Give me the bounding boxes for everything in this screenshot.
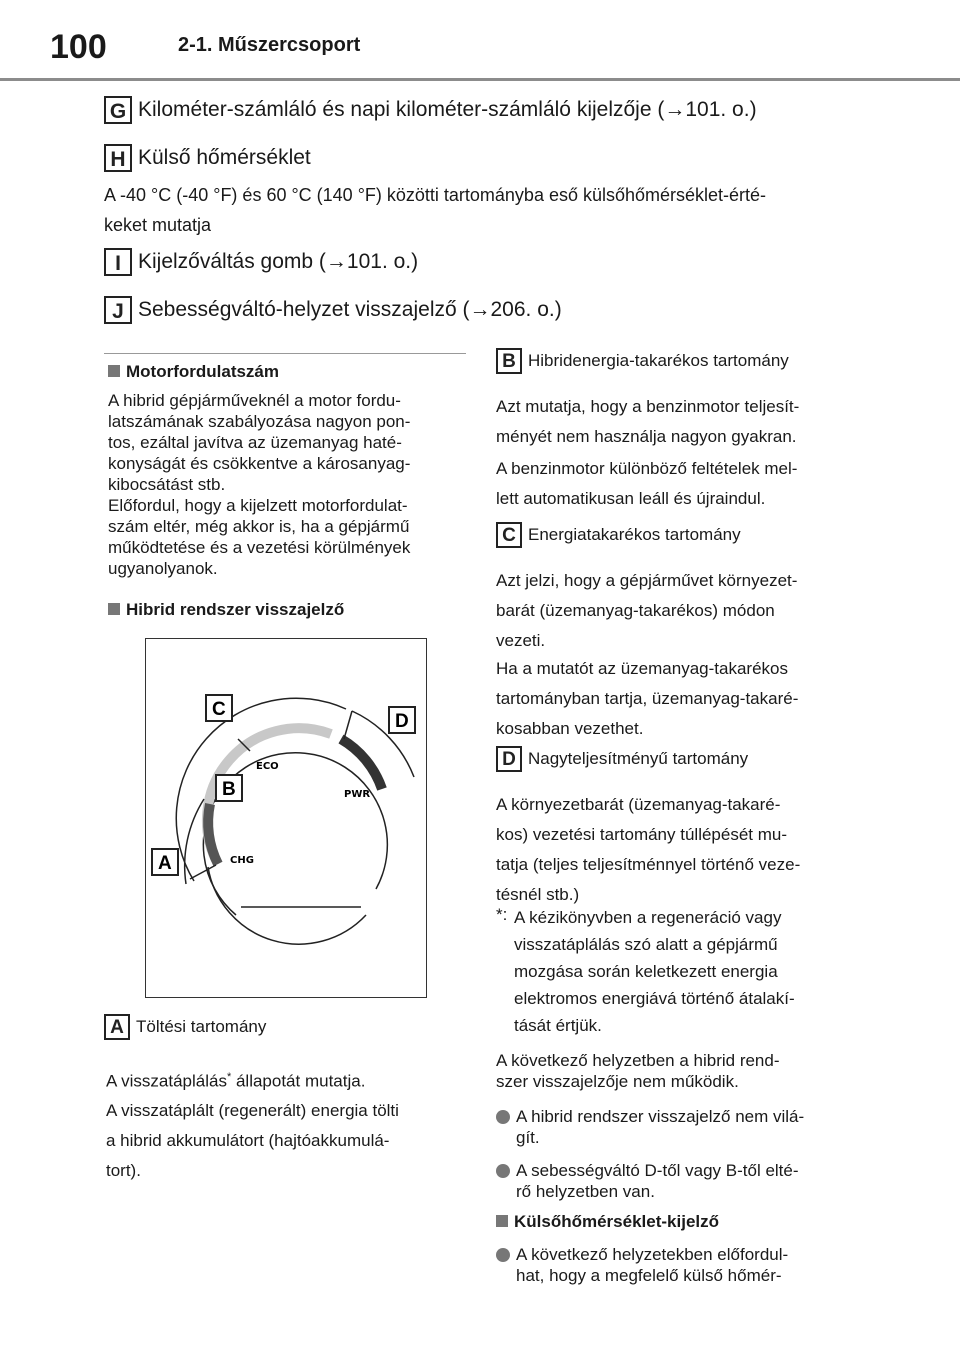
circle-bullet-icon: [496, 1164, 510, 1178]
a-line: a hibrid akkumulátort (hajtóakkumulá-: [106, 1131, 390, 1150]
h-desc-line: keket mutatja: [104, 215, 212, 235]
charge-range-arc: [185, 799, 204, 884]
b-paragraph-1: [496, 392, 799, 452]
bullet-item: [496, 1106, 876, 1150]
footnote-line: mozgása során keletkezett energia: [514, 962, 778, 981]
item-c: [496, 522, 741, 548]
hybrid-heading: [108, 600, 344, 620]
a-line-1-post: állapotát mutatja.: [231, 1071, 366, 1091]
motor-heading-text: Motorfordulatszám: [126, 362, 279, 381]
a-line-1-pre: A visszatáplálás: [106, 1071, 227, 1091]
chg-label: CHG: [230, 855, 254, 866]
item-a-title: Töltési tartomány: [136, 1017, 267, 1036]
motor-paragraph: [108, 390, 410, 579]
header-divider: [0, 78, 960, 81]
circle-bullet-icon: [496, 1110, 510, 1124]
item-b: [496, 348, 789, 374]
bullet-line: gít.: [516, 1128, 540, 1147]
column-divider: [104, 353, 466, 354]
gauge-lower-outline: [208, 867, 366, 944]
d-line: A környezetbarát (üzemanyag-takaré-: [496, 795, 781, 814]
item-i: [104, 248, 418, 276]
bullet-line: hat, hogy a megfelelő külső hőmér-: [516, 1266, 782, 1285]
bullet-line: A hibrid rendszer visszajelző nem vilá-: [516, 1107, 805, 1126]
ext-temp-heading-text: Külsőhőmérséklet-kijelző: [514, 1212, 720, 1231]
pointer-d: [344, 711, 352, 739]
a-line-1: [106, 1062, 365, 1097]
square-bullet-icon: [108, 365, 120, 377]
motor-line: A hibrid gépjárműveknél a motor fordu-: [108, 391, 401, 410]
item-h: [104, 144, 311, 172]
footnote-line: elektromos energiává történő átalakí-: [514, 989, 795, 1008]
a-line: A visszatáplált (regenerált) energia tölti: [106, 1101, 399, 1120]
eco-label: ECO: [256, 761, 279, 772]
square-bullet-icon: [108, 603, 120, 615]
hybrid-heading-text: Hibrid rendszer visszajelző: [126, 600, 345, 619]
page-number: 100: [50, 28, 107, 66]
item-g-text: Kilométer-számláló és napi kilométer-számláló kijelzője (→101. o.): [138, 98, 757, 121]
motor-line: működtetése és a vezetési körülmények: [108, 538, 411, 557]
c-paragraph-2: [496, 654, 798, 744]
a-line: tort).: [106, 1161, 141, 1180]
bullet-line: rő helyzetben van.: [516, 1182, 655, 1201]
b-paragraph-2: [496, 454, 797, 514]
h-desc-line: A -40 °C (-40 °F) és 60 °C (140 °F) közötti tartományba eső külsőhőmérséklet-érté-: [104, 185, 767, 205]
d-line: tatja (teljes teljesítménnyel történő veze-: [496, 855, 801, 874]
c-line: Azt jelzi, hogy a gépjárművet környezet-: [496, 571, 798, 590]
motor-line: kibocsátást stb.: [108, 475, 226, 494]
item-c-title: Energiatakarékos tartomány: [528, 525, 741, 544]
b-line: A benzinmotor különböző feltételek mel-: [496, 459, 798, 478]
c-line: barát (üzemanyag-takarékos) módon: [496, 601, 775, 620]
bullet-item: [496, 1244, 876, 1288]
footnote: [514, 904, 795, 1039]
motor-line: latszámának szabályozása nagyon pon-: [108, 412, 411, 431]
bullet-line: A következő helyzetekben előfordul-: [516, 1245, 789, 1264]
square-bullet-icon: [496, 1215, 508, 1227]
fig-label-d: D: [395, 711, 409, 732]
footnote-line: tását értjük.: [514, 1016, 602, 1035]
d-paragraph: [496, 790, 800, 910]
label-h: H: [104, 144, 132, 172]
h-description: [104, 180, 766, 240]
section-title: 2-1. Műszercsoport: [178, 34, 361, 56]
motor-heading: [108, 362, 279, 382]
c-line: kosabban vezethet.: [496, 719, 644, 738]
fig-label-c: C: [212, 699, 226, 720]
footnote-mark: *:: [496, 905, 508, 924]
ext-temp-heading: [496, 1212, 719, 1232]
c-line: Ha a mutatót az üzemanyag-takarékos: [496, 659, 788, 678]
bullet-line: A sebességváltó D-től vagy B-től elté-: [516, 1161, 799, 1180]
item-g: [104, 96, 757, 124]
bullet-item: [496, 1160, 876, 1204]
not-working-line: A következő helyzetben a hibrid rend-: [496, 1051, 780, 1070]
not-working-paragraph: [496, 1050, 780, 1092]
item-d: [496, 746, 748, 772]
c-paragraph-1: [496, 566, 797, 656]
motor-line: tos, ezáltal javítva az üzemanyag haté-: [108, 433, 402, 452]
item-d-title: Nagyteljesítményű tartomány: [528, 749, 749, 768]
circle-bullet-icon: [496, 1248, 510, 1262]
label-d: D: [496, 746, 522, 772]
d-line: kos) vezetési tartomány túllépését mu-: [496, 825, 788, 844]
b-line: lett automatikusan leáll és újraindul.: [496, 489, 766, 508]
bullet-text: [516, 1106, 804, 1148]
motor-line: Előfordul, hogy a kijelzett motorfordulat-: [108, 496, 408, 515]
pointer-a: [190, 865, 216, 879]
fig-label-a: A: [158, 853, 172, 874]
footnote-line: A kézikönyvben a regeneráció vagy: [514, 908, 782, 927]
item-j-text: Sebességváltó-helyzet visszajelző (→206. o.): [138, 298, 562, 321]
bullet-text: [516, 1160, 799, 1202]
item-b-title: Hibridenergia-takarékos tartomány: [528, 351, 789, 370]
item-a: [104, 1014, 266, 1040]
hybrid-indicator-figure: [145, 638, 427, 998]
motor-line: konyságát és csökkentve a károsanyag-: [108, 454, 411, 473]
chg-band: [208, 804, 218, 864]
not-working-line: szer visszajelzője nem működik.: [496, 1072, 739, 1091]
pwr-label: PWR: [344, 789, 371, 800]
motor-line: ugyanolyanok.: [108, 559, 218, 578]
a-paragraph: [106, 1096, 399, 1186]
b-line: Azt mutatja, hogy a benzinmotor teljesít-: [496, 397, 800, 416]
page-header: [0, 0, 960, 80]
label-a: A: [104, 1014, 130, 1040]
bullet-text: [516, 1244, 788, 1286]
b-line: ményét nem használja nagyon gyakran.: [496, 427, 797, 446]
label-b: B: [496, 348, 522, 374]
hybrid-gauge-illustration: [146, 639, 428, 999]
a-footnote-ref: *: [226, 1071, 232, 1083]
item-h-text: Külső hőmérséklet: [138, 146, 311, 169]
fig-label-b: B: [222, 779, 236, 800]
motor-line: szám eltér, még akkor is, ha a gépjármű: [108, 517, 410, 536]
c-line: tartományban tartja, üzemanyag-takaré-: [496, 689, 799, 708]
item-i-text: Kijelzőváltás gomb (→101. o.): [138, 250, 419, 273]
c-line: vezeti.: [496, 631, 546, 650]
label-c: C: [496, 522, 522, 548]
item-j: [104, 296, 562, 324]
label-g: G: [104, 96, 132, 124]
footnote-line: visszatáplálás szó alatt a gépjármű: [514, 935, 778, 954]
label-i: I: [104, 248, 132, 276]
label-j: J: [104, 296, 132, 324]
d-line: tésnél stb.): [496, 885, 580, 904]
